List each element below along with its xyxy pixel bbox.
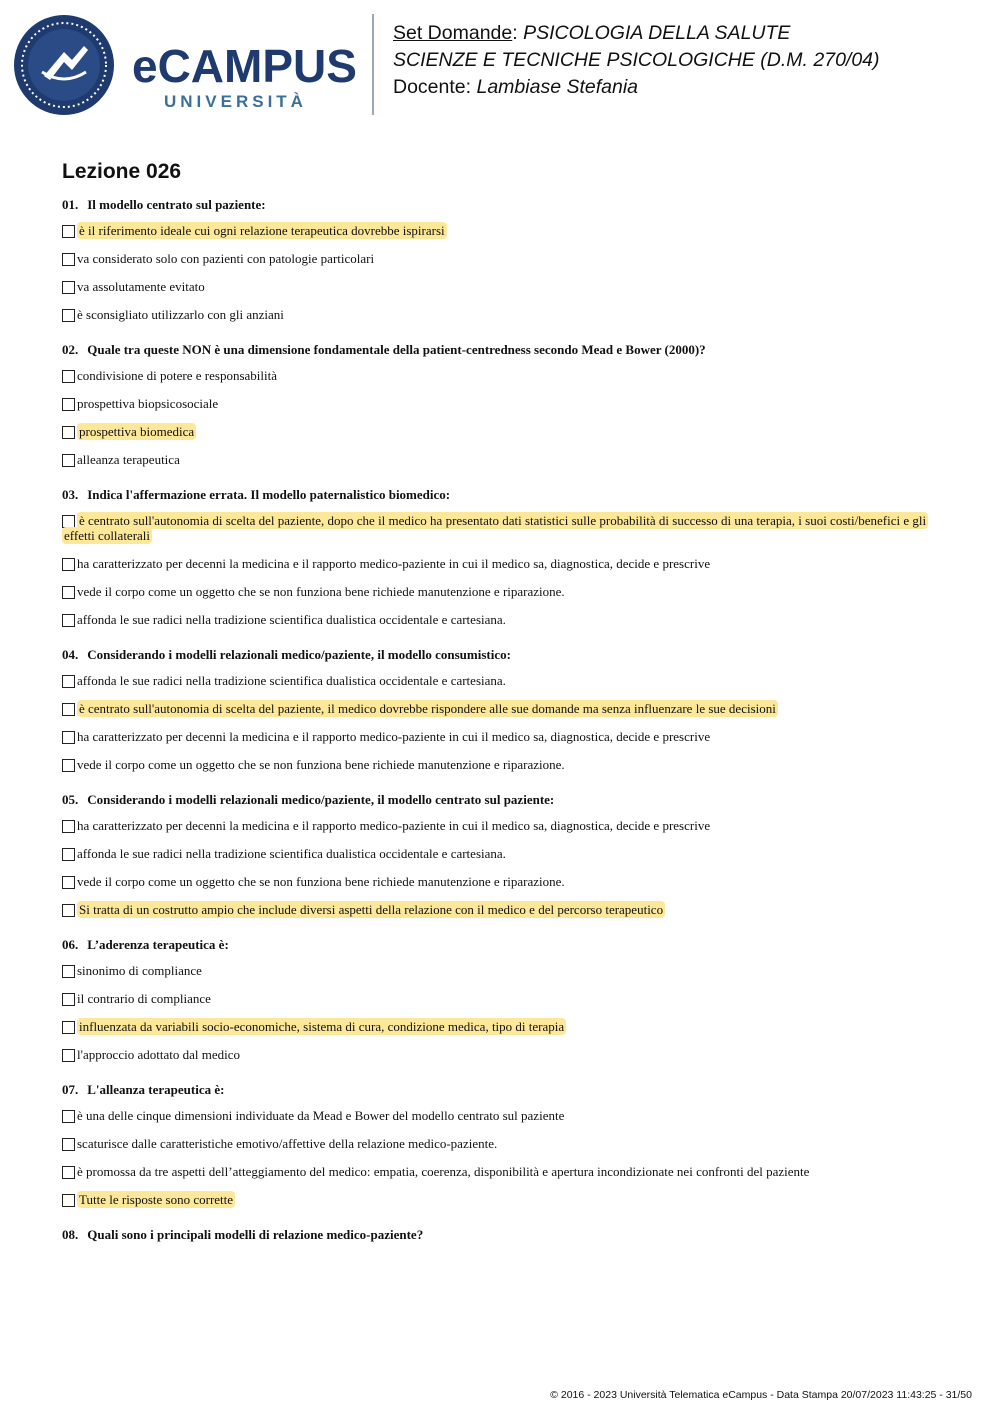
checkbox[interactable]: [62, 965, 75, 978]
checkbox[interactable]: [62, 426, 75, 439]
checkbox[interactable]: [62, 281, 75, 294]
question-label: Considerando i modelli relazionali medico/paziente, il modello centrato sul paziente:: [87, 792, 555, 807]
question-text: [62, 647, 942, 663]
answer-text: vede il corpo come un oggetto che se non funziona bene richiede manutenzione e riparazione.: [77, 584, 565, 599]
question-number: 03.: [62, 487, 79, 502]
answer-option[interactable]: [62, 396, 942, 411]
answer-option[interactable]: [62, 584, 942, 599]
question-label: Quali sono i principali modelli di relazione medico-paziente?: [87, 1227, 424, 1242]
question-number: 04.: [62, 647, 79, 662]
answer-text: affonda le sue radici nella tradizione scientifica dualistica occidentale e cartesiana.: [77, 846, 506, 861]
course-title: SCIENZE E TECNICHE PSICOLOGICHE (D.M. 270/04): [393, 49, 880, 71]
question-text: [62, 1082, 942, 1098]
answer-text: ha caratterizzato per decenni la medicina e il rapporto medico-paziente in cui il medico sa, diagnostica, decide e prescrive: [77, 818, 711, 833]
correct-answer-text: Si tratta di un costrutto ampio che include diversi aspetti della relazione con il medico e del percorso terapeutico: [79, 902, 664, 917]
question-block: [62, 1227, 942, 1243]
answer-option[interactable]: [62, 556, 942, 571]
answer-text: vede il corpo come un oggetto che se non funziona bene richiede manutenzione e riparazione.: [77, 757, 565, 772]
set-line: Set Domande: PSICOLOGIA DELLA SALUTE: [393, 22, 791, 44]
answer-option[interactable]: [62, 452, 942, 467]
answer-option[interactable]: [62, 963, 942, 978]
question-label: Quale tra queste NON è una dimensione fondamentale della patient-centredness secondo Mead e Bower (2000)?: [87, 342, 706, 357]
question-text: [62, 197, 942, 213]
answer-text: ha caratterizzato per decenni la medicina e il rapporto medico-paziente in cui il medico sa, diagnostica, decide e prescrive: [77, 729, 711, 744]
question-text: [62, 792, 942, 808]
document-header: [0, 0, 1000, 130]
checkbox[interactable]: [62, 848, 75, 861]
answer-option[interactable]: [62, 612, 942, 627]
question-label: Il modello centrato sul paziente:: [87, 197, 266, 212]
answer-text: affonda le sue radici nella tradizione scientifica dualistica occidentale e cartesiana.: [77, 673, 506, 688]
checkbox[interactable]: [62, 731, 75, 744]
question-block: [62, 647, 942, 772]
question-label: L'alleanza terapeutica è:: [87, 1082, 225, 1097]
question-block: [62, 792, 942, 917]
lesson-title: Lezione 026: [62, 160, 182, 183]
checkbox[interactable]: [62, 309, 75, 322]
answer-text: alleanza terapeutica: [77, 452, 180, 467]
answer-option[interactable]: [62, 818, 942, 833]
correct-answer-text: influenzata da variabili socio-economiche, sistema di cura, condizione medica, tipo di terapia: [79, 1019, 565, 1034]
checkbox[interactable]: [62, 253, 75, 266]
checkbox[interactable]: [62, 876, 75, 889]
correct-answer-text: Tutte le risposte sono corrette: [79, 1192, 234, 1207]
checkbox[interactable]: [62, 820, 75, 833]
checkbox[interactable]: [62, 398, 75, 411]
question-label: Indica l'affermazione errata. Il modello paternalistico biomedico:: [87, 487, 451, 502]
question-block: [62, 1082, 942, 1207]
teacher-line: [393, 74, 880, 101]
checkbox[interactable]: [62, 1049, 75, 1062]
question-block: [62, 342, 942, 467]
checkbox[interactable]: [62, 904, 75, 917]
question-number: 02.: [62, 342, 79, 357]
answer-option[interactable]: [62, 279, 942, 294]
answer-text: prospettiva biopsicosociale: [77, 396, 219, 411]
answer-option[interactable]: [62, 874, 942, 889]
header-divider: [372, 14, 374, 115]
answer-option[interactable]: [62, 1192, 942, 1207]
answer-option[interactable]: [62, 991, 942, 1006]
answer-option[interactable]: [62, 251, 942, 266]
question-block: [62, 487, 942, 627]
course-line: [393, 47, 880, 74]
checkbox[interactable]: [62, 759, 75, 772]
checkbox[interactable]: [62, 1110, 75, 1123]
question-label: Considerando i modelli relazionali medico/paziente, il modello consumistico:: [87, 647, 511, 662]
question-number: 01.: [62, 197, 79, 212]
correct-answer-text: prospettiva biomedica: [79, 424, 195, 439]
answer-option[interactable]: [62, 1047, 942, 1062]
answer-text: sinonimo di compliance: [77, 963, 202, 978]
correct-answer-text: è centrato sull'autonomia di scelta del paziente, dopo che il medico ha presentato dati statistici sulle probabilità di successo di una terapia, i suoi costi/benefici e gli effetti collaterali: [64, 513, 927, 543]
answer-text: l'approccio adottato dal medico: [77, 1047, 240, 1062]
checkbox[interactable]: [62, 454, 75, 467]
answer-option[interactable]: [62, 424, 942, 439]
page-footer: © 2016 - 2023 Università Telematica eCampus - Data Stampa 20/07/2023 11:43:25 - 31/50: [550, 1389, 972, 1401]
answer-text: va considerato solo con pazienti con patologie particolari: [77, 251, 375, 266]
teacher-name: Lambiase Stefania: [476, 76, 639, 98]
checkbox[interactable]: [62, 703, 75, 716]
answer-text: vede il corpo come un oggetto che se non funziona bene richiede manutenzione e riparazione.: [77, 874, 565, 889]
question-block: [62, 197, 942, 322]
answer-text: è promossa da tre aspetti dell’atteggiamento del medico: empatia, coerenza, disponibilità e apertura incondizionate nei confronti del paziente: [77, 1164, 810, 1179]
teacher-label: Docente:: [393, 76, 472, 98]
header-info: [393, 20, 880, 101]
question-label: L’aderenza terapeutica è:: [87, 937, 229, 952]
answer-option[interactable]: [62, 757, 942, 772]
question-number: 06.: [62, 937, 79, 952]
logo-wordmark: [132, 40, 357, 111]
question-list: [62, 197, 942, 1263]
checkbox[interactable]: [62, 1194, 75, 1207]
checkbox[interactable]: [62, 1166, 75, 1179]
ecampus-logo: [14, 14, 359, 116]
answer-text: è sconsigliato utilizzarlo con gli anziani: [77, 307, 284, 322]
answer-option[interactable]: [62, 1136, 942, 1151]
answer-option[interactable]: [62, 1164, 942, 1179]
question-text: [62, 342, 942, 358]
answer-text: scaturisce dalle caratteristiche emotivo/affettive della relazione medico-paziente.: [77, 1136, 498, 1151]
correct-answer-text: è centrato sull'autonomia di scelta del paziente, il medico dovrebbe rispondere alle sue domande ma senza influenzare le sue decisioni: [79, 701, 776, 716]
checkbox[interactable]: [62, 370, 75, 383]
svg-text:eCAMPUS: eCAMPUS: [132, 40, 357, 92]
question-text: [62, 487, 942, 503]
correct-answer-text: è il riferimento ideale cui ogni relazione terapeutica dovrebbe ispirarsi: [79, 223, 445, 238]
checkbox[interactable]: [62, 1021, 75, 1034]
question-number: 08.: [62, 1227, 79, 1242]
question-text: [62, 937, 942, 953]
question-block: [62, 937, 942, 1062]
answer-option[interactable]: [62, 513, 942, 543]
answer-text: è una delle cinque dimensioni individuate da Mead e Bower del modello centrato sul paziente: [77, 1108, 565, 1123]
question-number: 07.: [62, 1082, 79, 1097]
answer-option[interactable]: [62, 368, 942, 383]
checkbox[interactable]: [62, 1138, 75, 1151]
answer-text: il contrario di compliance: [77, 991, 211, 1006]
checkbox[interactable]: [62, 225, 75, 238]
checkbox[interactable]: [62, 558, 75, 571]
answer-option[interactable]: [62, 223, 942, 238]
answer-option[interactable]: [62, 729, 942, 744]
checkbox[interactable]: [62, 586, 75, 599]
answer-text: va assolutamente evitato: [77, 279, 205, 294]
answer-option[interactable]: [62, 902, 942, 917]
checkbox[interactable]: [62, 675, 75, 688]
answer-option[interactable]: [62, 846, 942, 861]
answer-text: ha caratterizzato per decenni la medicina e il rapporto medico-paziente in cui il medico sa, diagnostica, decide e prescrive: [77, 556, 711, 571]
checkbox[interactable]: [62, 614, 75, 627]
answer-text: condivisione di potere e responsabilità: [77, 368, 278, 383]
set-label: Set Domande: [393, 22, 513, 44]
answer-option[interactable]: [62, 1019, 942, 1034]
answer-option[interactable]: [62, 1108, 942, 1123]
question-number: 05.: [62, 792, 79, 807]
question-text: [62, 1227, 942, 1243]
checkbox[interactable]: [62, 993, 75, 1006]
answer-option[interactable]: [62, 701, 942, 716]
answer-text: affonda le sue radici nella tradizione scientifica dualistica occidentale e cartesiana.: [77, 612, 506, 627]
answer-option[interactable]: [62, 307, 942, 322]
answer-option[interactable]: [62, 673, 942, 688]
svg-text:UNIVERSITÀ: UNIVERSITÀ: [164, 92, 307, 111]
set-title: PSICOLOGIA DELLA SALUTE: [523, 22, 791, 44]
